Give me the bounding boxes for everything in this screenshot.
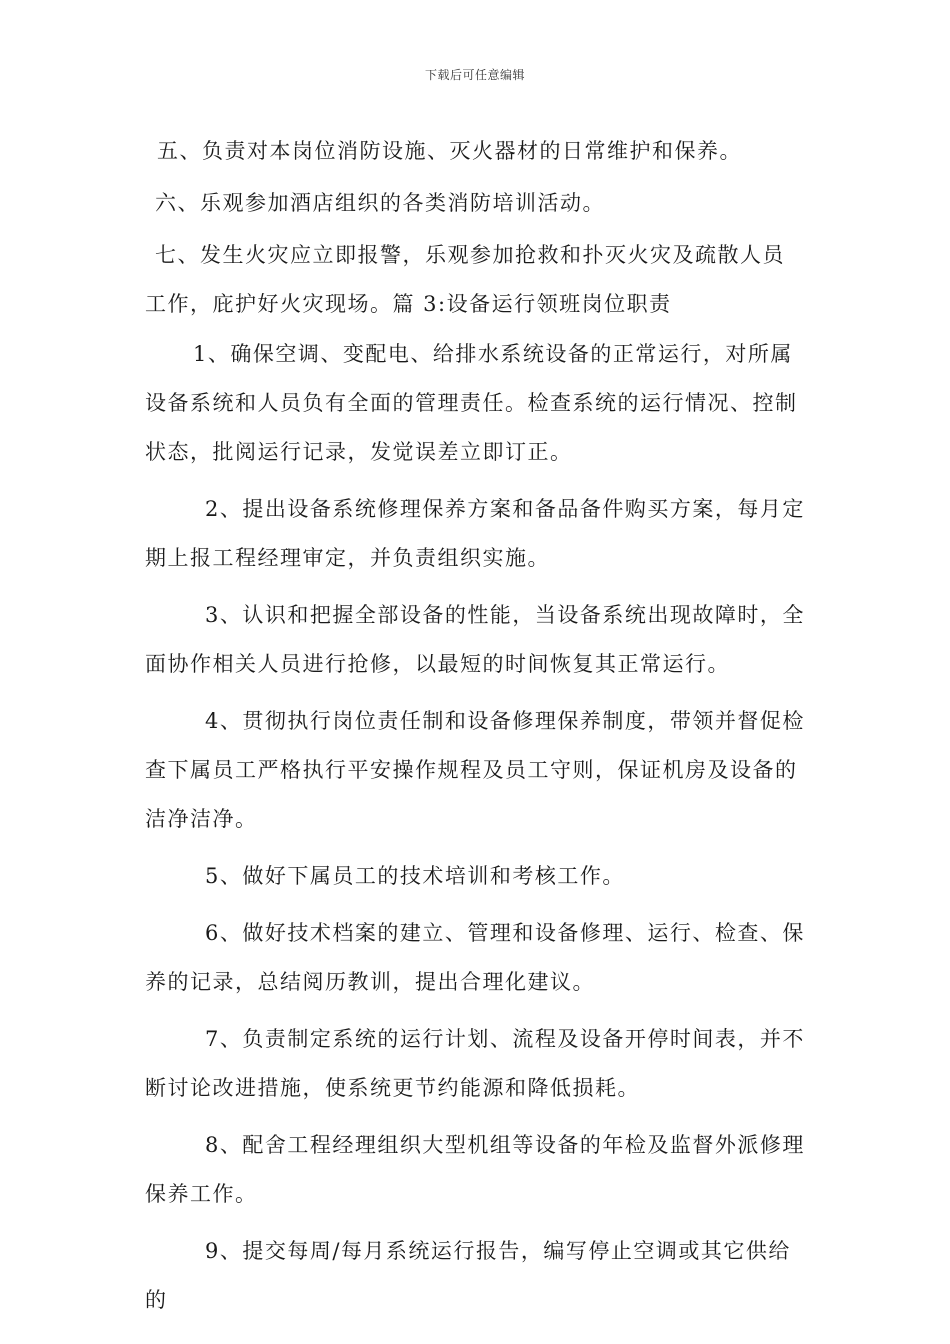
duty-item-2: 2、提出设备系统修理保养方案和备品备件购买方案，每月定期上报工程经理审定，并负责组织实施。 [145, 497, 805, 570]
paragraph-item-7: 七、发生火灾应立即报警，乐观参加抢救和扑灭火灾及疏散人员工作，庇护好火灾现场。篇 3:设备运行领班岗位职责 [145, 243, 785, 316]
document-body [145, 127, 807, 1325]
page-header: 下载后可任意编辑 [424, 68, 525, 82]
paragraph-item-6: 六、乐观参加酒店组织的各类消防培训活动。 [155, 191, 605, 215]
duty-item-8: 8、配舍工程经理组织大型机组等设备的年检及监督外派修理保养工作。 [145, 1133, 805, 1206]
duty-item-4: 4、贯彻执行岗位责任制和设备修理保养制度，带领并督促检查下属员工严格执行平安操作规程及员工守则，保证机房及设备的洁净洁净。 [145, 709, 805, 831]
duty-item-9: 9、提交每周/每月系统运行报告，编写停止空调或其它供给的 [145, 1239, 791, 1312]
paragraph-item-5: 五、负责对本岗位消防设施、灭火器材的日常维护和保养。 [157, 139, 742, 163]
duty-item-1: 1、确保空调、变配电、给排水系统设备的正常运行，对所属设备系统和人员负有全面的管理责任。检查系统的运行情况、控制状态，批阅运行记录，发觉误差立即订正。 [145, 342, 798, 464]
duty-item-6: 6、做好技术档案的建立、管理和设备修理、运行、检查、保养的记录，总结阅历教训，提出合理化建议。 [145, 921, 805, 994]
duty-item-3: 3、认识和把握全部设备的性能，当设备系统出现故障时，全面协作相关人员进行抢修，以最短的时间恢复其正常运行。 [145, 603, 805, 676]
duty-item-5: 5、做好下属员工的技术培训和考核工作。 [205, 864, 625, 888]
duty-item-7: 7、负责制定系统的运行计划、流程及设备开停时间表，并不断讨论改进措施，使系统更节约能源和降低损耗。 [145, 1027, 805, 1100]
